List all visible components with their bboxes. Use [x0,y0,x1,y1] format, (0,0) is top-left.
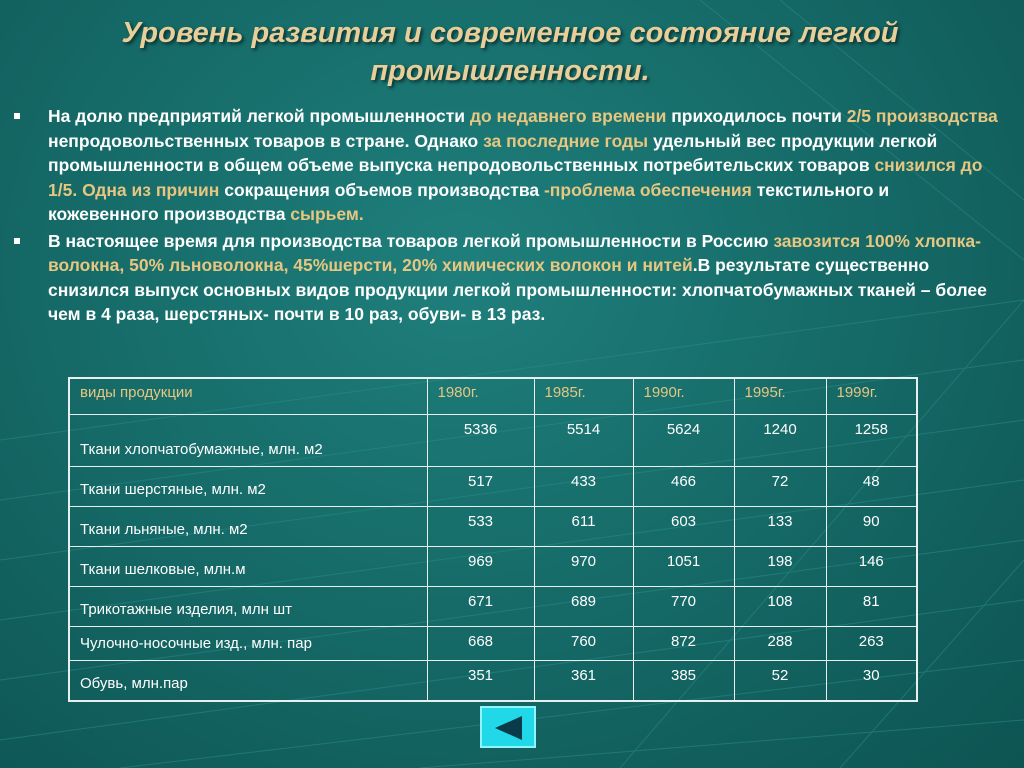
cell-value: 671 [427,587,534,627]
slide-title [20,14,1000,90]
table-row [69,547,917,587]
cell-value: 351 [427,661,534,701]
highlight-text: за последние годы [483,130,649,151]
row-label: Ткани льняные, млн. м2 [69,507,427,547]
bullet-text: текстильного и кожевенного производства [48,179,890,224]
bullet-marker [14,113,20,119]
table-row [69,467,917,507]
cell-value: 72 [734,467,826,507]
cell-value: 1240 [734,415,826,467]
cell-value: 5624 [633,415,734,467]
row-label: Обувь, млн.пар [69,661,427,701]
cell-value: 198 [734,547,826,587]
cell-value: 770 [633,587,734,627]
cell-value: 90 [826,507,917,547]
title-line-2: промышленности. [370,55,650,87]
highlight-text: завозится 100% хлопка-волокна, 50% льноволокна, 45%шерсти, 20% химических волокон и нитей [48,230,981,275]
title-line-1: Уровень развития и современное состояние легкой [121,17,899,49]
cell-value: 385 [633,661,734,701]
row-label: Ткани шерстяные, млн. м2 [69,467,427,507]
cell-value: 263 [826,627,917,661]
bullet-text: удельный вес продукции легкой промышленности в общем объеме выпуска непродовольственных потребительских товаров [48,130,938,175]
table-row [69,587,917,627]
table-header-row [69,378,917,415]
cell-value: 146 [826,547,917,587]
highlight-text: сырьем. [290,204,364,224]
cell-value: 81 [826,587,917,627]
cell-value: 872 [633,627,734,661]
cell-value: 30 [826,661,917,701]
bullet-marker [14,238,20,244]
bullet-item [14,104,1004,227]
highlight-text: -проблема обеспечения [543,179,752,200]
table-row [69,507,917,547]
bullet-text: приходилось почти [666,106,847,126]
bullet-list [14,104,1004,329]
cell-value: 52 [734,661,826,701]
cell-value: 5336 [427,415,534,467]
cell-value: 533 [427,507,534,547]
table-row [69,661,917,701]
highlight-text: Одна из причин [82,179,220,200]
table-row [69,415,917,467]
cell-value: 288 [734,627,826,661]
bullet-text: сокращения объемов производства [219,179,544,200]
header-year: 1995г. [734,378,826,415]
bullet-text: На долю предприятий легкой промышленности [48,106,470,126]
header-year: 1985г. [534,378,633,415]
table-row [69,627,917,661]
cell-value: 361 [534,661,633,701]
cell-value: 108 [734,587,826,627]
cell-value: 970 [534,547,633,587]
cell-value: 603 [633,507,734,547]
cell-value: 5514 [534,415,633,467]
highlight-text: 2/5 производства [846,106,998,126]
production-table [68,377,918,702]
header-year: 1999г. [826,378,917,415]
cell-value: 517 [427,467,534,507]
header-product-type: виды продукции [69,378,427,415]
bullet-text: непродовольственных товаров в стране. Однако [48,130,484,151]
cell-value: 466 [633,467,734,507]
row-label: Трикотажные изделия, млн шт [69,587,427,627]
row-label: Чулочно-носочные изд., млн. пар [69,627,427,661]
cell-value: 760 [534,627,633,661]
cell-value: 48 [826,467,917,507]
bullet-text: .В результате существенно снизился выпуск основных видов продукции легкой промышленности: хлопчатобумажных тканей – более чем в 4 раза, шерстяных- почти в 10 раз, обуви- в 13 раз. [48,255,987,324]
cell-value: 1258 [826,415,917,467]
highlight-text: снизился до 1/5. [48,155,983,200]
row-label: Ткани хлопчатобумажные, млн. м2 [69,415,427,467]
cell-value: 1051 [633,547,734,587]
cell-value: 668 [427,627,534,661]
back-arrow-icon [492,714,524,742]
row-label: Ткани шелковые, млн.м [69,547,427,587]
cell-value: 689 [534,587,633,627]
back-button[interactable] [480,706,536,748]
cell-value: 133 [734,507,826,547]
header-year: 1990г. [633,378,734,415]
cell-value: 611 [534,507,633,547]
cell-value: 433 [534,467,633,507]
highlight-text: до недавнего времени [469,106,667,126]
header-year: 1980г. [427,378,534,415]
bullet-text: В настоящее время для производства товаров легкой промышленности в Россию [48,230,774,251]
cell-value: 969 [427,547,534,587]
bullet-item [14,229,1004,327]
